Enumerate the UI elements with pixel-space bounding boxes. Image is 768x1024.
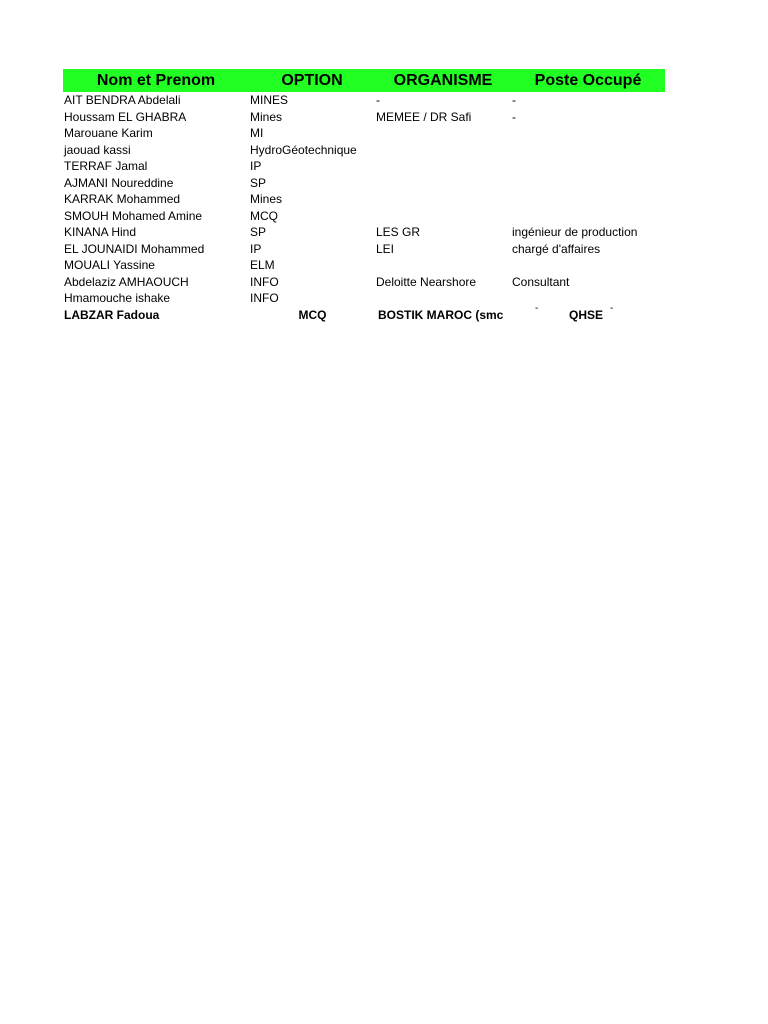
cell-name: Marouane Karim bbox=[64, 126, 153, 141]
cell-option: ELM bbox=[250, 258, 275, 273]
table-row bbox=[63, 92, 665, 109]
header-option: OPTION bbox=[281, 71, 343, 89]
cell-organisme: MEMEE / DR Safi bbox=[376, 109, 472, 124]
cell-name: SMOUH Mohamed Amine bbox=[64, 208, 203, 223]
spreadsheet-table bbox=[63, 69, 665, 323]
cell-option: HydroGéotechnique bbox=[250, 142, 357, 157]
header-poste-occupe: Poste Occupé bbox=[534, 71, 642, 89]
table-row bbox=[63, 142, 665, 159]
cell-poste: Consultant bbox=[512, 274, 570, 289]
table-row bbox=[63, 191, 665, 208]
cell-option: Mines bbox=[250, 109, 283, 124]
table-row bbox=[63, 224, 665, 241]
table-row bbox=[63, 208, 665, 225]
cell-poste: ingénieur de production bbox=[512, 225, 638, 240]
cell-name: Hmamouche ishake bbox=[64, 291, 171, 306]
cell-name: EL JOUNAIDI Mohammed bbox=[64, 241, 205, 256]
cell-option: INFO bbox=[250, 274, 279, 289]
cell-name: AIT BENDRA Abdelali bbox=[64, 93, 181, 108]
table-row bbox=[63, 125, 665, 142]
cell-organisme: LEI bbox=[376, 241, 395, 256]
cell-name: MOUALI Yassine bbox=[64, 258, 155, 273]
cell-name: KARRAK Mohammed bbox=[64, 192, 181, 207]
cell-poste: chargé d'affaires bbox=[512, 241, 601, 256]
cell-organisme: BOSTIK MAROC (smc bbox=[378, 307, 504, 322]
table-row bbox=[63, 158, 665, 175]
header-nom-prenom: Nom et Prenom bbox=[96, 71, 216, 89]
cell-name: jaouad kassi bbox=[64, 142, 131, 157]
cell-name: AJMANI Noureddine bbox=[64, 175, 174, 190]
cell-name: LABZAR Fadoua bbox=[64, 307, 160, 322]
cell-name: Houssam EL GHABRA bbox=[64, 109, 187, 124]
header-organisme: ORGANISME bbox=[393, 71, 493, 89]
cell-organisme: - bbox=[376, 93, 380, 108]
cell-organisme: LES GR bbox=[376, 225, 421, 240]
cell-poste: - bbox=[512, 109, 516, 124]
cell-name: TERRAF Jamal bbox=[64, 159, 148, 174]
cell-poste: - bbox=[512, 93, 516, 108]
header-row bbox=[63, 69, 665, 92]
table-row bbox=[63, 241, 665, 258]
cell-option: SP bbox=[250, 225, 267, 240]
table-row bbox=[63, 290, 665, 307]
cell-option: MCQ bbox=[250, 208, 278, 223]
cell-option: MCQ bbox=[298, 307, 327, 322]
table-row bbox=[63, 274, 665, 291]
table-row bbox=[63, 257, 665, 274]
cell-name: KINANA Hind bbox=[64, 225, 137, 240]
cell-option: MINES bbox=[250, 93, 289, 108]
dash-mark: - bbox=[535, 302, 539, 314]
cell-option: Mines bbox=[250, 192, 283, 207]
cell-option: IP bbox=[250, 241, 262, 256]
cell-option: SP bbox=[250, 175, 267, 190]
table-row bbox=[63, 109, 665, 126]
table-row-bold bbox=[63, 302, 665, 324]
cell-option: IP bbox=[250, 159, 262, 174]
cell-poste bbox=[511, 302, 665, 323]
cell-name: Abdelaziz AMHAOUCH bbox=[64, 274, 189, 289]
cell-option: MI bbox=[250, 126, 264, 141]
table-row bbox=[63, 175, 665, 192]
dash-mark: - bbox=[610, 302, 614, 314]
cell-organisme: Deloitte Nearshore bbox=[376, 274, 477, 289]
cell-poste-text: QHSE bbox=[569, 307, 604, 322]
cell-option: INFO bbox=[250, 291, 279, 306]
